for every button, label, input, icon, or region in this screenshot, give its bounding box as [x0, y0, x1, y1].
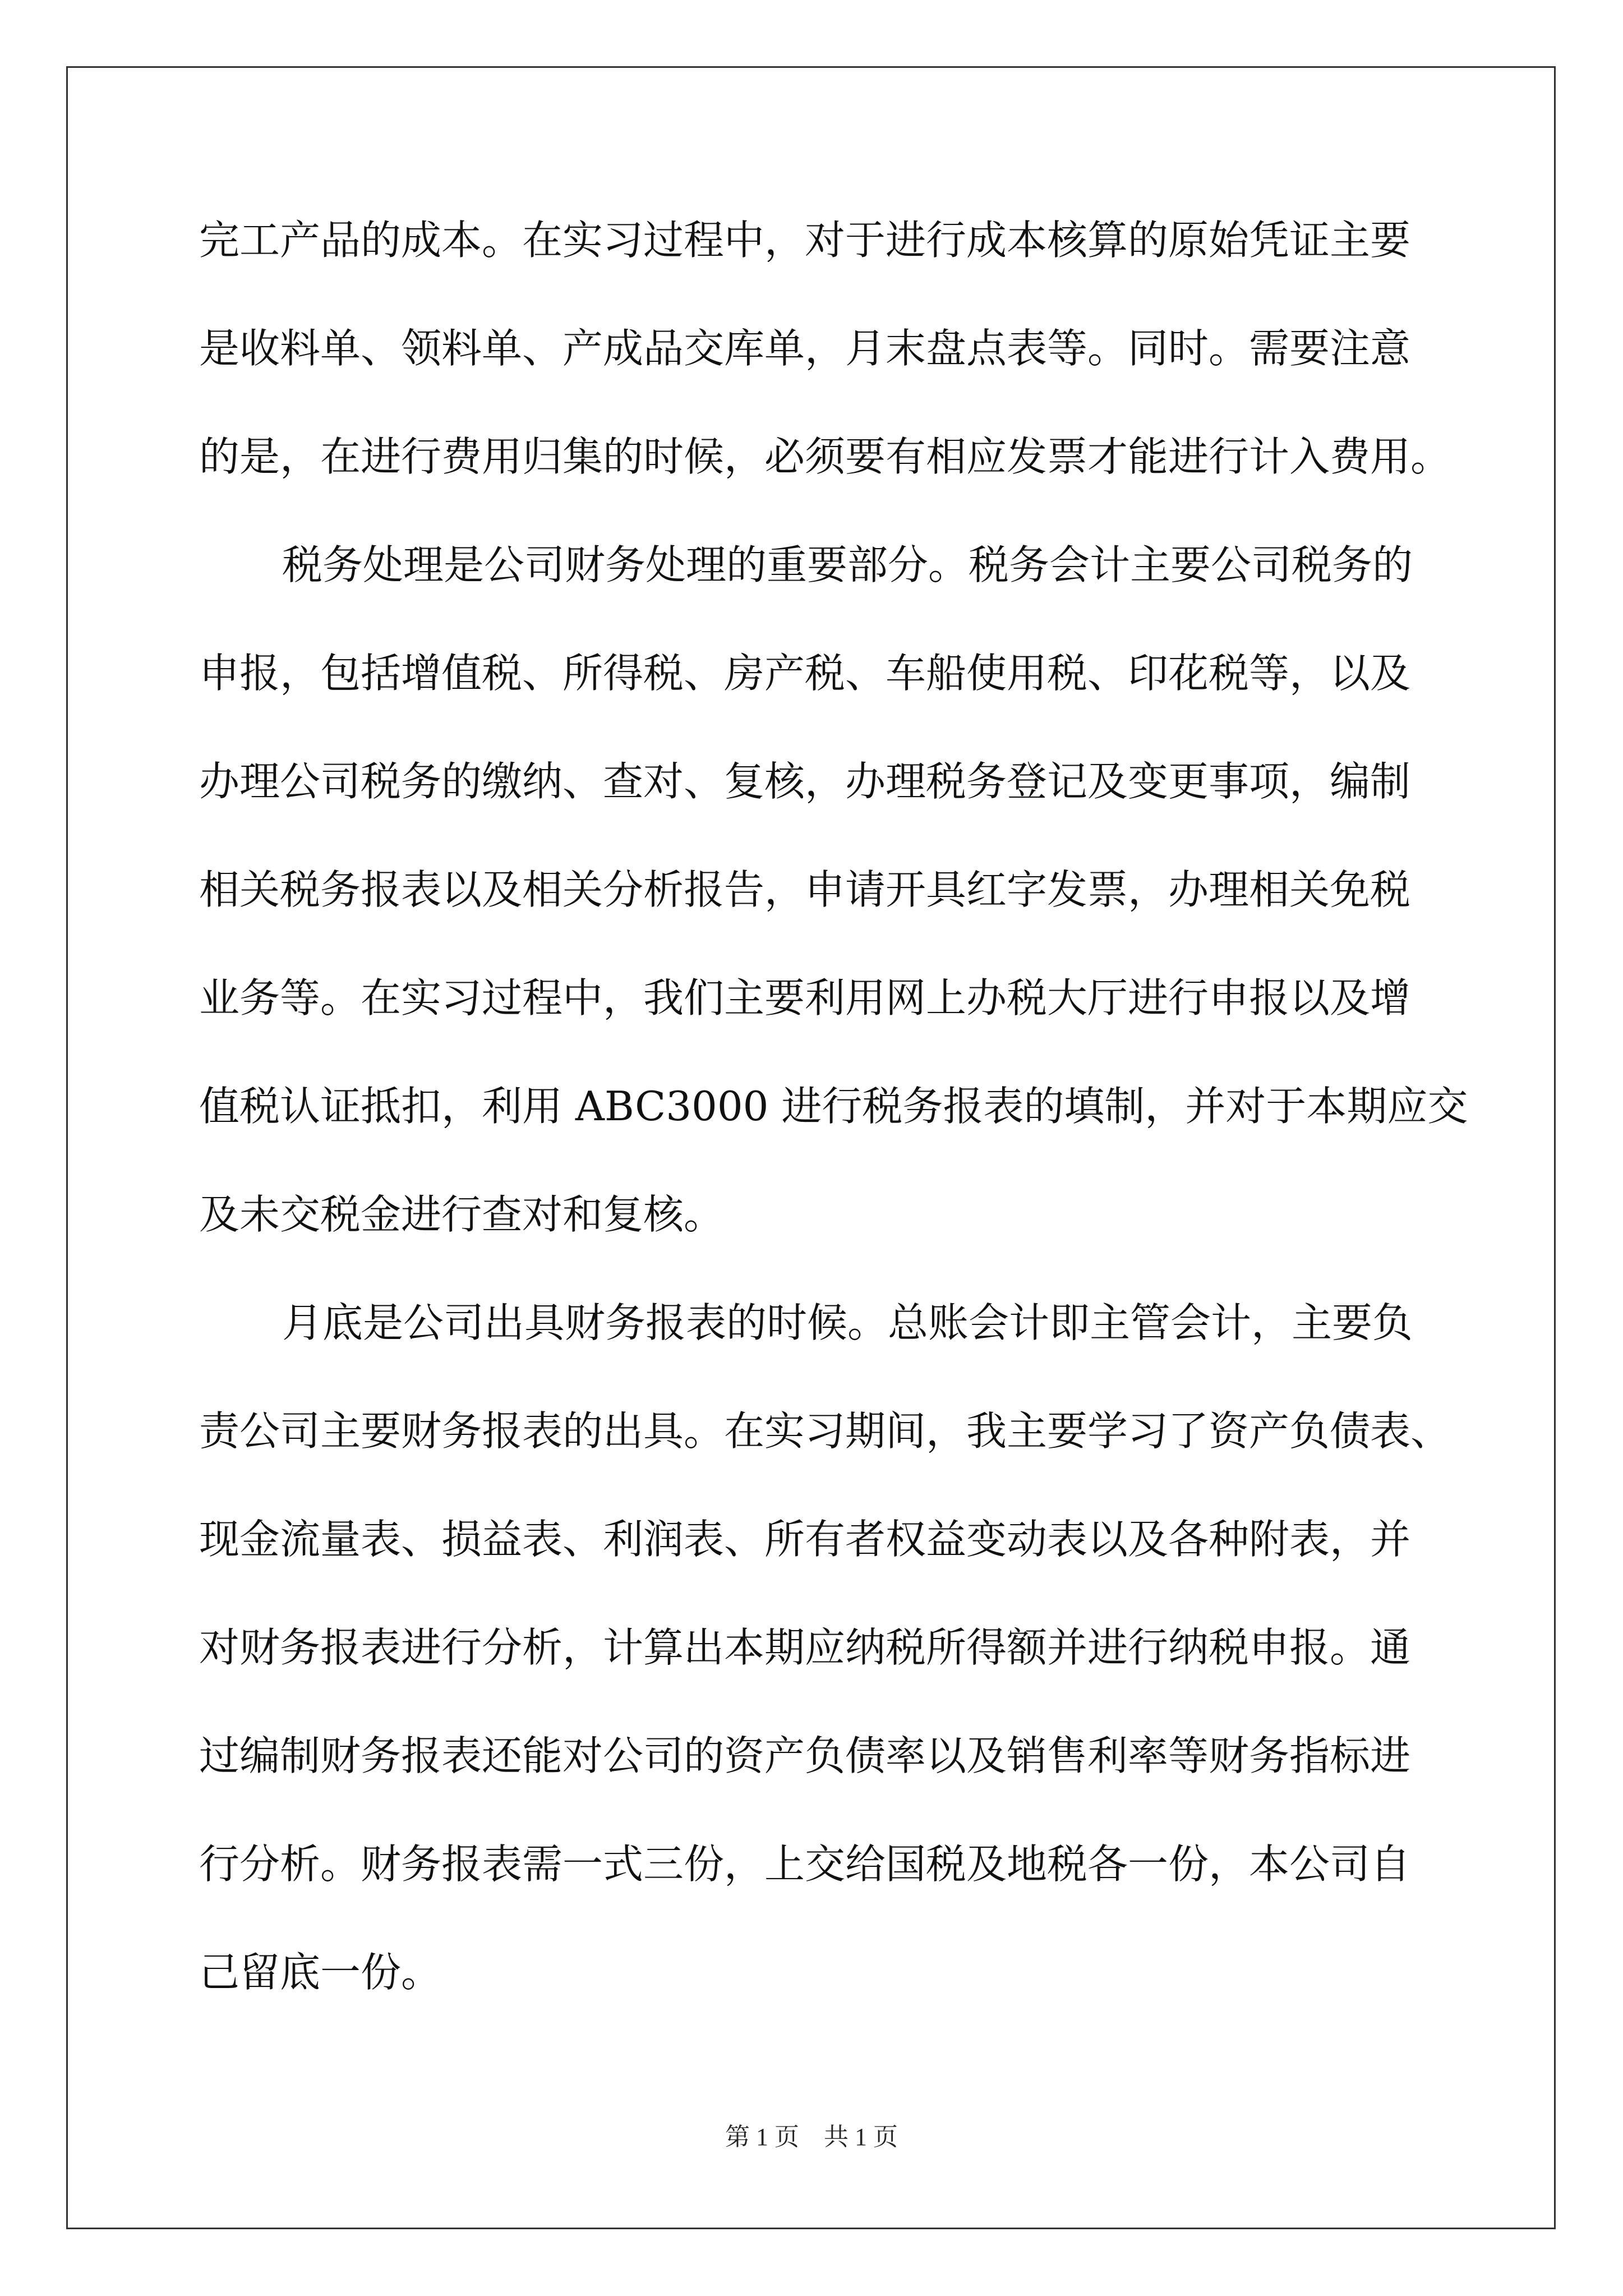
text-line: 现金流量表、损益表、利润表、所有者权益变动表以及各种附表，并 [199, 1516, 1411, 1563]
paragraph-start-line: 税务处理是公司财务处理的重要部分。税务会计主要公司税务的 [282, 541, 1413, 588]
text-line: 对财务报表进行分析，计算出本期应纳税所得额并进行纳税申报。通 [199, 1624, 1411, 1671]
paragraph-start-line: 月底是公司出具财务报表的时候。总账会计即主管会计，主要负 [282, 1299, 1413, 1346]
text-line: 己留底一份。 [199, 1949, 442, 1996]
text-line: 相关税务报表以及相关分析报告，申请开具红字发票，办理相关免税 [199, 866, 1411, 913]
document-body [199, 213, 1468, 2054]
text-line: 申报，包括增值税、所得税、房产税、车船使用税、印花税等，以及 [199, 650, 1411, 697]
text-line: 及未交税金进行查对和复核。 [199, 1191, 725, 1238]
text-line: 值税认证抵扣，利用 ABC3000 进行税务报表的填制，并对于本期应交 [199, 1083, 1468, 1130]
text-line: 过编制财务报表还能对公司的资产负债率以及销售利率等财务指标进 [199, 1732, 1411, 1779]
text-line: 责公司主要财务报表的出具。在实习期间，我主要学习了资产负债表、 [199, 1407, 1451, 1455]
page-number-footer: 第 1 页 共 1 页 [725, 2123, 898, 2151]
text-line: 办理公司税务的缴纳、查对、复核，办理税务登记及变更事项，编制 [199, 758, 1411, 805]
text-line: 的是，在进行费用归集的时候，必须要有相应发票才能进行计入费用。 [199, 433, 1451, 480]
text-line: 完工产品的成本。在实习过程中，对于进行成本核算的原始凭证主要 [199, 217, 1411, 264]
text-line: 行分析。财务报表需一式三份，上交给国税及地税各一份，本公司自 [199, 1841, 1411, 1888]
text-line: 是收料单、领料单、产成品交库单，月末盘点表等。同时。需要注意 [199, 325, 1411, 372]
text-line: 业务等。在实习过程中，我们主要利用网上办税大厅进行申报以及增 [199, 974, 1411, 1022]
